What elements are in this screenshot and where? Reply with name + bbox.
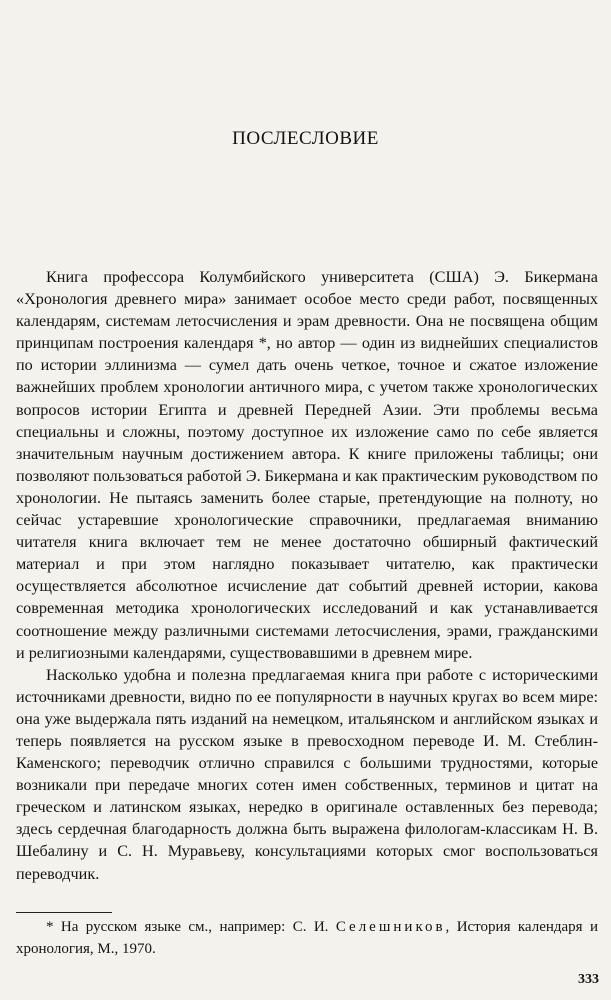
footnote-text-after: , История календаря и хронология, М., 1970.	[16, 919, 598, 957]
footnote-divider	[16, 912, 112, 913]
chapter-title: ПОСЛЕСЛОВИЕ	[232, 128, 379, 149]
body-text	[16, 266, 598, 885]
footnote-author: Селешников	[335, 919, 446, 935]
page-number: 333	[578, 972, 599, 987]
paragraph-1: Книга профессора Колумбийского университета (США) Э. Бикермана «Хронология древнего мира» занимает особое место среди работ, посвященных календарям, системам летосчисления и эрам древности. Она не посвящена общим принципам построения календаря *, но автор — один из виднейших специалистов по истории эллинизма — сумел дать очень четкое, точное и сжатое изложение важнейших проблем хронологии античного мира, с учетом также хронологических вопросов истории Египта и древней Передней Азии. Эти проблемы весьма специальны и сложны, поэтому доступное их изложение само по себе является значительным научным достижением автора. К книге приложены таблицы; они позволяют пользоваться работой Э. Бикермана и как практическим руководством по хронологии. Не пытаясь заменить более старые, претендующие на полноту, но сейчас устаревшие хронологические справочники, предлагаемая вниманию читателя книга включает тем не менее достаточно обширный фактический материал и при этом наглядно показывает читателю, как практически осуществляется абсолютное исчисление дат событий древней истории, какова современная методика хронологических исследований и как устанавливается соотношение между различными системами летосчисления, эрами, гражданскими и религиозными календарями, существовавшими в древнем мире.	[16, 268, 598, 662]
paragraph-2: Насколько удобна и полезна предлагаемая книга при работе с историческими источниками древности, видно по ее популярности в научных кругах во всем мире: она уже выдержала пять изданий на немецком, итальянском и английском языках и теперь появляется на русском языке в превосходном переводе И. М. Стеблин-Каменского; переводчик отлично справился с большими трудностями, которые возникали при передаче многих сотен имен собственных, терминов и цитат на греческом и латинском языках, нередко в оригинале оставленных без перевода; здесь сердечная благодарность должна быть выражена филологам-классикам Н. В. Шебалину и С. Н. Муравьеву, консультациями которых смог воспользоваться переводчик.	[16, 665, 598, 883]
footnote-text-before: * На русском языке см., например: С. И.	[46, 919, 336, 935]
footnote	[16, 916, 598, 960]
